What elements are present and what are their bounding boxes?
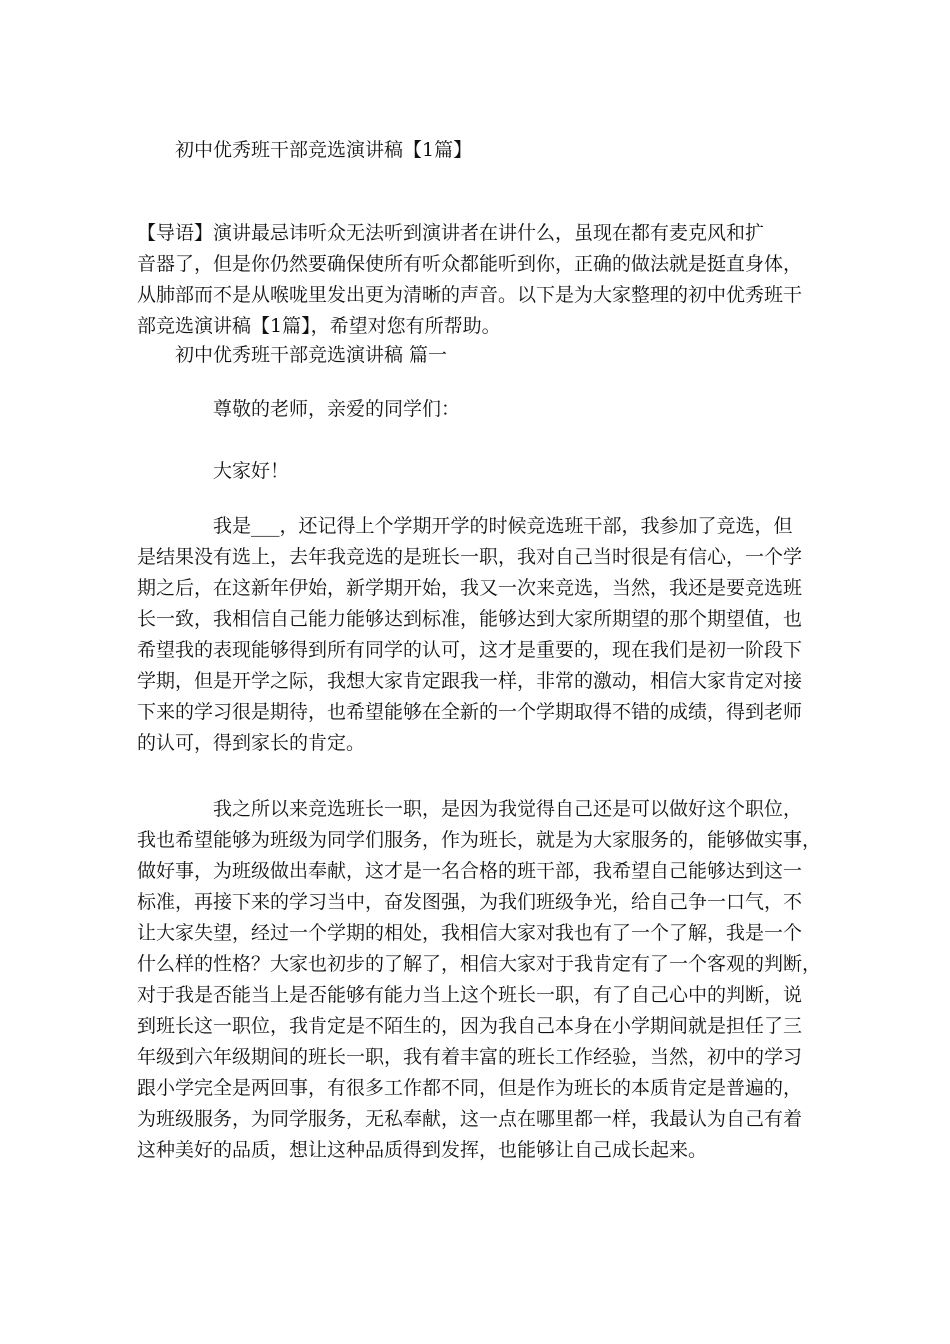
paragraph2-line: 跟小学完全是两回事，有很多工作都不同，但是作为班长的本质肯定是普遍的， — [137, 1077, 803, 1099]
intro-line: 部竞选演讲稿【1篇】，希望对您有所帮助。 — [137, 315, 501, 337]
paragraph2-line: 对于我是否能当上是否能够有能力当上这个班长一职，有了自己心中的判断，说 — [137, 984, 803, 1006]
paragraph2-line: 年级到六年级期间的班长一职，我有着丰富的班长工作经验，当然，初中的学习 — [137, 1046, 803, 1068]
paragraph1-line: 的认可，得到家长的肯定。 — [137, 732, 366, 754]
paragraph2-line: 为班级服务，为同学服务，无私奉献，这一点在哪里都一样，我最认为自己有着 — [137, 1108, 803, 1130]
paragraph2-line: 我之所以来竞选班长一职，是因为我觉得自己还是可以做好这个职位， — [213, 798, 803, 820]
intro-line: 【导语】演讲最忌讳听众无法听到演讲者在讲什么，虽现在都有麦克风和扩 — [137, 222, 765, 244]
paragraph1-line: 是结果没有选上，去年我竞选的是班长一职，我对自己当时很是有信心，一个学 — [137, 546, 803, 568]
paragraph2-line: 标准，再接下来的学习当中，奋发图强，为我们班级争光，给自己争一口气，不 — [137, 891, 803, 913]
paragraph1-line: 我是___，还记得上个学期开学的时候竞选班干部，我参加了竞选，但 — [213, 515, 793, 537]
paragraph2-line: 让大家失望，经过一个学期的相处，我相信大家对我也有了一个了解，我是一个 — [137, 922, 803, 944]
paragraph2-line: 到班长这一职位，我肯定是不陌生的，因为我自己本身在小学期间就是担任了三 — [137, 1015, 803, 1037]
paragraph1-line: 希望我的表现能够得到所有同学的认可，这才是重要的，现在我们是初一阶段下 — [137, 639, 803, 661]
paragraph2-line: 这种美好的品质，想让这种品质得到发挥，也能够让自己成长起来。 — [137, 1139, 708, 1161]
paragraph2-line: 我也希望能够为班级为同学们服务，作为班长，就是为大家服务的，能够做实事， — [137, 829, 822, 851]
paragraph1-line: 下来的学习很是期待，也希望能够在全新的一个学期取得不错的成绩，得到老师 — [137, 701, 803, 723]
paragraph1-line: 学期，但是开学之际，我想大家肯定跟我一样，非常的激动，相信大家肯定对接 — [137, 670, 803, 692]
section-heading: 初中优秀班干部竞选演讲稿 篇一 — [175, 344, 448, 366]
paragraph1-line: 期之后，在这新年伊始，新学期开始，我又一次来竞选，当然，我还是要竞选班 — [137, 577, 803, 599]
paragraph1-line: 长一致，我相信自己能力能够达到标准，能够达到大家所期望的那个期望值，也 — [137, 608, 803, 630]
intro-line: 从肺部而不是从喉咙里发出更为清晰的声音。以下是为大家整理的初中优秀班干 — [137, 284, 803, 306]
document-title: 初中优秀班干部竞选演讲稿【1篇】 — [175, 139, 473, 161]
intro-line: 音器了，但是你仍然要确保使所有听众都能听到你，正确的做法就是挺直身体， — [137, 253, 803, 275]
salutation: 尊敬的老师，亲爱的同学们： — [213, 398, 461, 420]
greeting: 大家好！ — [213, 460, 290, 482]
paragraph2-line: 做好事，为班级做出奉献，这才是一名合格的班干部，我希望自己能够达到这一 — [137, 860, 803, 882]
paragraph2-line: 什么样的性格？大家也初步的了解了，相信大家对于我肯定有了一个客观的判断， — [137, 953, 822, 975]
